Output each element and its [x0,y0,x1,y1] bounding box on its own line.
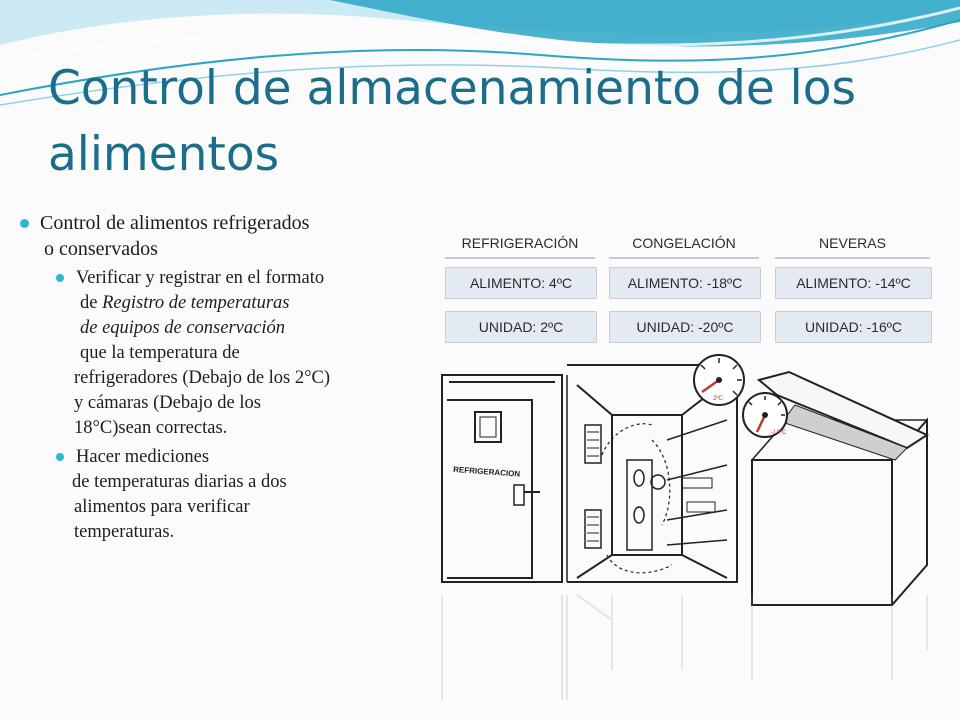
bullet-text-line: Verificar y registrar en el formato [76,268,325,288]
bullet-text-italic: Registro de temperaturas [102,293,290,313]
table-header-neveras: NEVERAS [775,229,930,259]
bullet-text-line: refrigeradores (Debajo de los 2°C) [74,368,331,388]
bullet-text-line: de temperaturas diarias a dos [72,472,287,492]
bullet-text-line: alimentos para verificar [74,497,250,517]
thermometer-label: 2ºC [713,396,723,402]
table-cell-unidad: UNIDAD: -20ºC [609,311,761,343]
bullet-text-line: que la temperatura de [80,343,240,363]
table-cell-unidad: UNIDAD: -16ºC [775,311,932,343]
table-cell-alimento: ALIMENTO: -14ºC [775,267,932,299]
slide-title: Control de almacenamiento de los alimentos [48,61,856,182]
bullet-dot-icon [56,453,64,461]
bullet-text-prefix: de [80,293,103,313]
bullet-level1 [18,210,438,262]
bullet-content [18,210,438,545]
figure-reflection [437,590,937,700]
table-header-congelacion: CONGELACIÓN [609,229,759,259]
door-label: REFRIGERACION [452,465,521,479]
bullet-level2-verify [18,266,438,441]
temperature-table [437,225,937,352]
table-cell-alimento: ALIMENTO: -18ºC [609,267,761,299]
bullet-text-line: y cámaras (Debajo de los [74,393,261,413]
table-cell-unidad: UNIDAD: 2ºC [445,311,597,343]
bullet-dot-icon [56,274,64,282]
bullet-text-line: temperaturas. [74,522,175,542]
bullet-text-line: o conservados [44,238,158,260]
bullet-text-line: Hacer mediciones [76,447,210,467]
freezer-thermometer-label: -18ºC [771,430,787,436]
bullet-level2-measure [18,445,438,545]
bullet-dot-icon [20,219,29,228]
table-cell-alimento: ALIMENTO: 4ºC [445,267,597,299]
bullet-text-line: Control de alimentos refrigerados [40,212,310,234]
table-header-refrigeracion: REFRIGERACIÓN [445,229,595,259]
refrigerator-door-drawing [442,375,567,582]
bullet-text-line: de equipos de conservación [80,318,285,338]
bullet-text-line [76,291,438,316]
bullet-text-line: 18°C)sean correctas. [74,418,228,438]
